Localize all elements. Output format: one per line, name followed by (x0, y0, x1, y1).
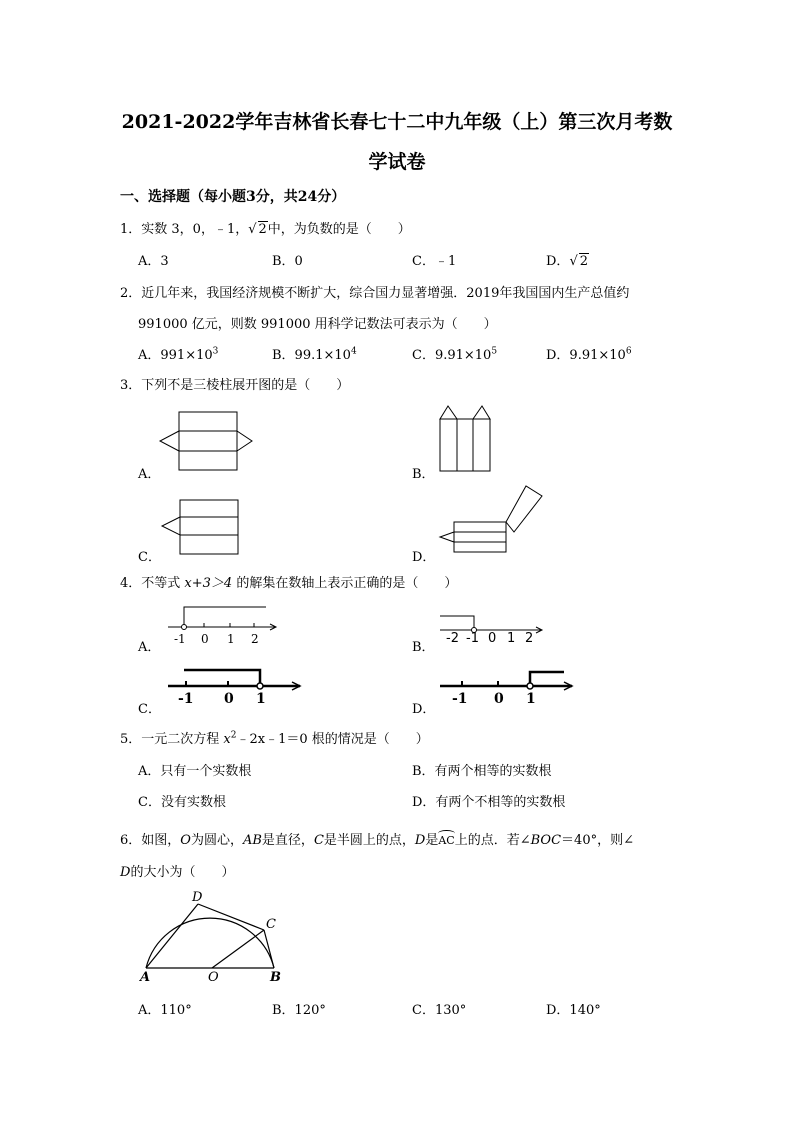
question-1-stem (120, 218, 411, 237)
q1-option-d (546, 250, 589, 269)
question-3-stem: 3．下列不是三棱柱展开图的是（ ） (120, 378, 350, 393)
q2-option-a-exp: 3 (212, 346, 219, 357)
q2-option-c (412, 344, 497, 363)
q4-b-tick-3: 0 (488, 631, 497, 646)
q3-figure-a (158, 410, 258, 472)
q1-option-c: C．﹣1 (412, 254, 457, 269)
q6-text-b: 为圆心， (190, 833, 243, 848)
q4-a-tick-3: 1 (227, 632, 235, 646)
q4-text-pre: 4．不等式 (120, 576, 185, 591)
q5-option-b: B．有两个相等的实数根 (412, 764, 552, 779)
q3-figure-c (160, 498, 260, 556)
q4-expression: x+3＞4 (184, 576, 233, 591)
q6-option-c: C．130° (412, 1003, 467, 1018)
q6-fig-label-b: B (270, 970, 281, 985)
q6-option-d: D．140° (546, 1003, 601, 1018)
q4-label-d: D． (412, 702, 436, 717)
q4-label-b: B． (412, 640, 435, 655)
q1-option-b: B．0 (272, 254, 303, 269)
q5-text-post: ﹣2x﹣1＝0 根的情况是（ ） (236, 732, 429, 747)
q1-text-pre: 1．实数 3，0，﹣1， (120, 222, 249, 237)
q6-o: O (180, 833, 191, 848)
q6-text-a: 6．如图， (120, 833, 181, 848)
q2-option-a (138, 344, 218, 363)
q3-label-b: B． (412, 467, 435, 482)
q1-option-d-radicand: 2 (579, 254, 589, 269)
q4-d-tick-3: 1 (526, 691, 536, 707)
q4-b-tick-5: 2 (525, 631, 534, 646)
q6-option-a: A．110° (138, 1003, 192, 1018)
q6-text-d: 是半圆上的点， (323, 833, 415, 848)
q4-c-tick-2: 0 (224, 691, 234, 707)
q4-a-tick-4: 2 (251, 632, 259, 646)
question-4-stem (120, 572, 457, 591)
q4-text-post: 的解集在数轴上表示正确的是（ ） (232, 576, 458, 591)
q4-a-tick-2: 0 (201, 632, 209, 646)
sqrt-icon: √ (248, 222, 257, 237)
q6-fig-label-a: A (140, 970, 151, 985)
q4-label-a: A． (138, 640, 161, 655)
q1-text-post: 中，为负数的是（ ） (267, 222, 411, 237)
sqrt-icon: √ (569, 254, 578, 269)
q6-arc-ac: AC (438, 834, 455, 847)
q5-exponent: 2 (230, 730, 237, 741)
question-6-stem-line2 (120, 861, 234, 880)
q4-d-tick-2: 0 (494, 691, 504, 707)
q4-b-tick-2: -1 (466, 631, 479, 646)
q5-option-a: A．只有一个实数根 (138, 764, 252, 779)
q2-option-a-label: A．991×10 (138, 348, 213, 363)
q6-fig-label-d: D (192, 890, 203, 905)
q6-d: D (414, 833, 426, 848)
q2-option-d (546, 344, 632, 363)
page-title-line-1: 2021-2022学年吉林省长春七十二中九年级（上）第三次月考数 (121, 111, 673, 133)
q4-number-line-d (440, 666, 578, 694)
section-heading: 一、选择题（每小题3分，共24分） (120, 189, 346, 205)
q6-text-e: 是 (425, 833, 439, 848)
q5-variable: x (223, 732, 231, 747)
q3-label-a: A． (138, 467, 161, 482)
q6-fig-label-o: O (208, 970, 219, 985)
q6-boc: BOC (530, 833, 562, 848)
q6-semicircle-figure (140, 890, 280, 972)
q5-option-c: C．没有实数根 (138, 795, 226, 810)
q2-option-b-label: B．99.1×10 (272, 348, 351, 363)
q5-text-pre: 5．一元二次方程 (120, 732, 224, 747)
q6-fig-label-c: C (266, 917, 276, 932)
q2-option-c-label: C．9.91×10 (412, 348, 492, 363)
q4-c-tick-3: 1 (256, 691, 266, 707)
q3-figure-d (438, 482, 550, 554)
q6-line2-rest: 的大小为（ ） (130, 865, 235, 880)
question-2-stem-line2: 991000 亿元，则数 991000 用科学记数法可表示为（ ） (138, 317, 497, 332)
q4-d-tick-1: -1 (452, 691, 468, 707)
q2-option-d-label: D．9.91×10 (546, 348, 626, 363)
q4-b-tick-4: 1 (507, 631, 516, 646)
q2-option-b-exp: 4 (350, 346, 357, 357)
q6-c: C (313, 833, 324, 848)
q2-option-b (272, 344, 357, 363)
question-6-stem-line1 (120, 829, 634, 848)
q1-option-a: A．3 (138, 254, 169, 269)
q6-text-g: ＝40°，则∠ (561, 833, 634, 848)
q3-label-c: C． (138, 550, 161, 565)
q1-option-d-label: D． (546, 254, 570, 269)
q2-option-c-exp: 5 (491, 346, 498, 357)
q6-text-f: 上的点．若∠ (454, 833, 531, 848)
q1-radicand: 2 (258, 222, 267, 237)
question-2-stem-line1: 2．近几年来，我国经济规模不断扩大，综合国力显著增强．2019年我国国内生产总值约 (120, 286, 630, 301)
q6-ab: AB (242, 833, 262, 848)
q4-a-tick-1: -1 (174, 632, 186, 646)
q3-label-d: D． (412, 550, 436, 565)
page-title-line-2: 学试卷 (368, 151, 426, 173)
q4-number-line-c (168, 666, 306, 694)
q6-line2-d: D (120, 865, 131, 880)
q6-text-c: 是直径， (261, 833, 314, 848)
q3-figure-b (438, 403, 498, 473)
q4-c-tick-1: -1 (178, 691, 194, 707)
question-5-stem (120, 728, 429, 747)
q4-label-c: C． (138, 702, 161, 717)
q2-option-d-exp: 6 (625, 346, 632, 357)
q6-option-b: B．120° (272, 1003, 326, 1018)
q4-b-tick-1: -2 (446, 631, 459, 646)
q5-option-d: D．有两个不相等的实数根 (412, 795, 566, 810)
